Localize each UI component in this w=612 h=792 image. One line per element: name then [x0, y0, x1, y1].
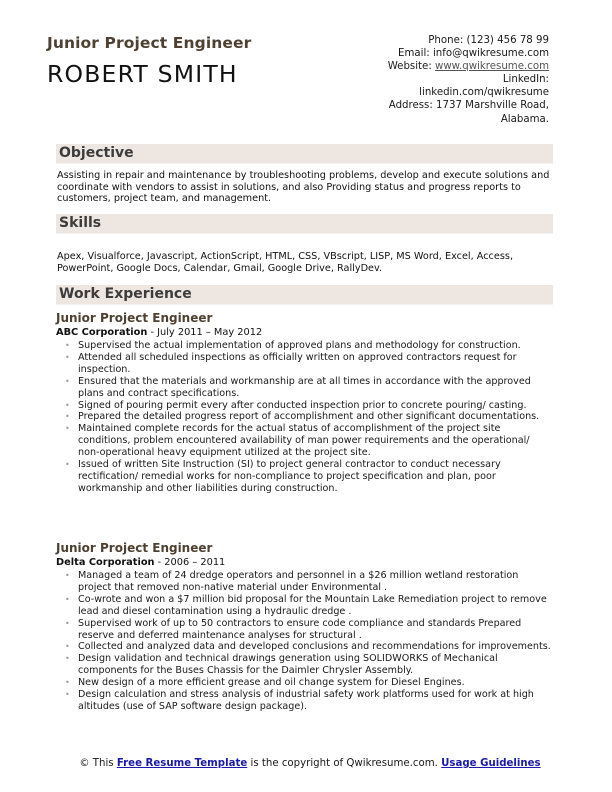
- job-2-bullets: [56, 570, 553, 713]
- job-1-bullet: • Signed of pouring permit every after conducted inspection prior to concrete pouring/ casting.: [56, 400, 553, 412]
- contact-website: [339, 60, 549, 73]
- job-1-company-line: [56, 327, 553, 338]
- contact-linkedin-label: LinkedIn:: [502, 74, 549, 86]
- job-1-title: Junior Project Engineer: [56, 311, 213, 325]
- job-1-bullet: • Supervised the actual implementation of approved plans and methodology for construction.: [56, 340, 553, 352]
- website-link[interactable]: www.qwikresume.com: [434, 61, 549, 73]
- contact-address-line1: Address: 1737 Marshville Road,: [388, 100, 549, 112]
- skills-text: Apex, Visualforce, Javascript, ActionScript, HTML, CSS, VBscript, LISP, MS Word, Excel, Access, PowerPoint, Google Docs, Calendar, Gmail, Google Drive, RallyDev.: [57, 251, 514, 274]
- objective-heading: Objective: [56, 144, 553, 164]
- job-2-company-line: [56, 557, 553, 568]
- resume-header: [47, 34, 553, 134]
- job-1-bullet: • Ensured that the materials and workmanship are at all times in accordance with the approved plans and contract specifications.: [56, 376, 553, 400]
- job-1-bullet: • Prepared the detailed progress report of accomplishment and other significant documentations.: [56, 411, 553, 423]
- copyright-footer: [60, 757, 560, 770]
- job-2-bullet: • Co-wrote and won a $7 million bid proposal for the Mountain Lake Remediation project to remove lead and diesel contamination using a hydraulic dredge .: [56, 594, 553, 618]
- contact-email: Email: info@qwikresume.com: [398, 48, 549, 60]
- job-2-dates: - 2006 – 2011: [154, 557, 226, 568]
- footer-middle: is the copyright of Qwikresume.com.: [247, 758, 442, 769]
- header-job-title: Junior Project Engineer: [47, 34, 252, 52]
- contact-linkedin-value: linkedin.com/qwikresume: [419, 87, 549, 99]
- contact-phone: Phone: (123) 456 78 99: [428, 35, 549, 46]
- skills-section: [56, 214, 553, 274]
- job-2-bullet: • Supervised work of up to 50 contractors to ensure code compliance and standards Prepared reserve and deferred maintenance analyses for structural .: [56, 618, 553, 642]
- job-2-bullet: • Design validation and technical drawings generation using SOLIDWORKS of Mechanical components for the Buses Chassis for the Daimler Chrysler Assembly.: [56, 653, 553, 677]
- job-2-company: Delta Corporation: [56, 557, 155, 568]
- website-label: Website:: [387, 61, 435, 73]
- job-1-bullet: • Maintained complete records for the actual status of accomplishment of the project site conditions, problem encountered availability of man power requirements and the operational/ non-operational heavy equipment utilized at the project site.: [56, 423, 553, 459]
- job-1-bullets: [56, 340, 553, 495]
- job-1-dates: - July 2011 – May 2012: [147, 327, 263, 338]
- job-2-bullet: • Managed a team of 24 dredge operators and personnel in a $26 million wetland restoration project that removed non-native material under Environmental .: [56, 570, 553, 594]
- footer-prefix: © This: [79, 758, 117, 769]
- free-resume-template-link[interactable]: Free Resume Template: [116, 758, 248, 769]
- job-2-bullet: • Collected and analyzed data and developed conclusions and recommendations for improvements.: [56, 641, 553, 653]
- objective-section: [56, 144, 553, 205]
- job-1-company: ABC Corporation: [56, 327, 148, 338]
- objective-text: Assisting in repair and maintenance by troubleshooting problems, develop and execute solutions and coordinate with vendors to assist in solutions, and also Providing status and progress reports to customers, project team, and management.: [57, 170, 550, 205]
- candidate-name: ROBERT SMITH: [47, 60, 238, 88]
- job-2-bullet: • New design of a more efficient grease and oil change system for Diesel Engines.: [56, 677, 553, 689]
- work-experience-section: [56, 285, 553, 305]
- job-1-bullet: • Issued of written Site Instruction (SI) to project general contractor to conduct necessary rectification/ remedial works for non-compliance to project specification and plan, poor workmanship and other liabilities during construction.: [56, 459, 553, 495]
- job-entry-1: [56, 311, 553, 495]
- job-2-title: Junior Project Engineer: [56, 541, 213, 555]
- work-experience-heading: Work Experience: [56, 285, 553, 305]
- job-entry-2: [56, 541, 553, 713]
- contact-info: [339, 34, 549, 126]
- job-2-bullet: • Design calculation and stress analysis of industrial safety work platforms used for work at high altitudes (use of SAP software design package).: [56, 689, 553, 713]
- contact-address-line2: Alabama.: [500, 113, 549, 125]
- usage-guidelines-link[interactable]: Usage Guidelines: [441, 758, 541, 769]
- job-1-bullet: • Attended all scheduled inspections as officially written on approved contractors request for inspection.: [56, 352, 553, 376]
- skills-heading: Skills: [56, 214, 553, 234]
